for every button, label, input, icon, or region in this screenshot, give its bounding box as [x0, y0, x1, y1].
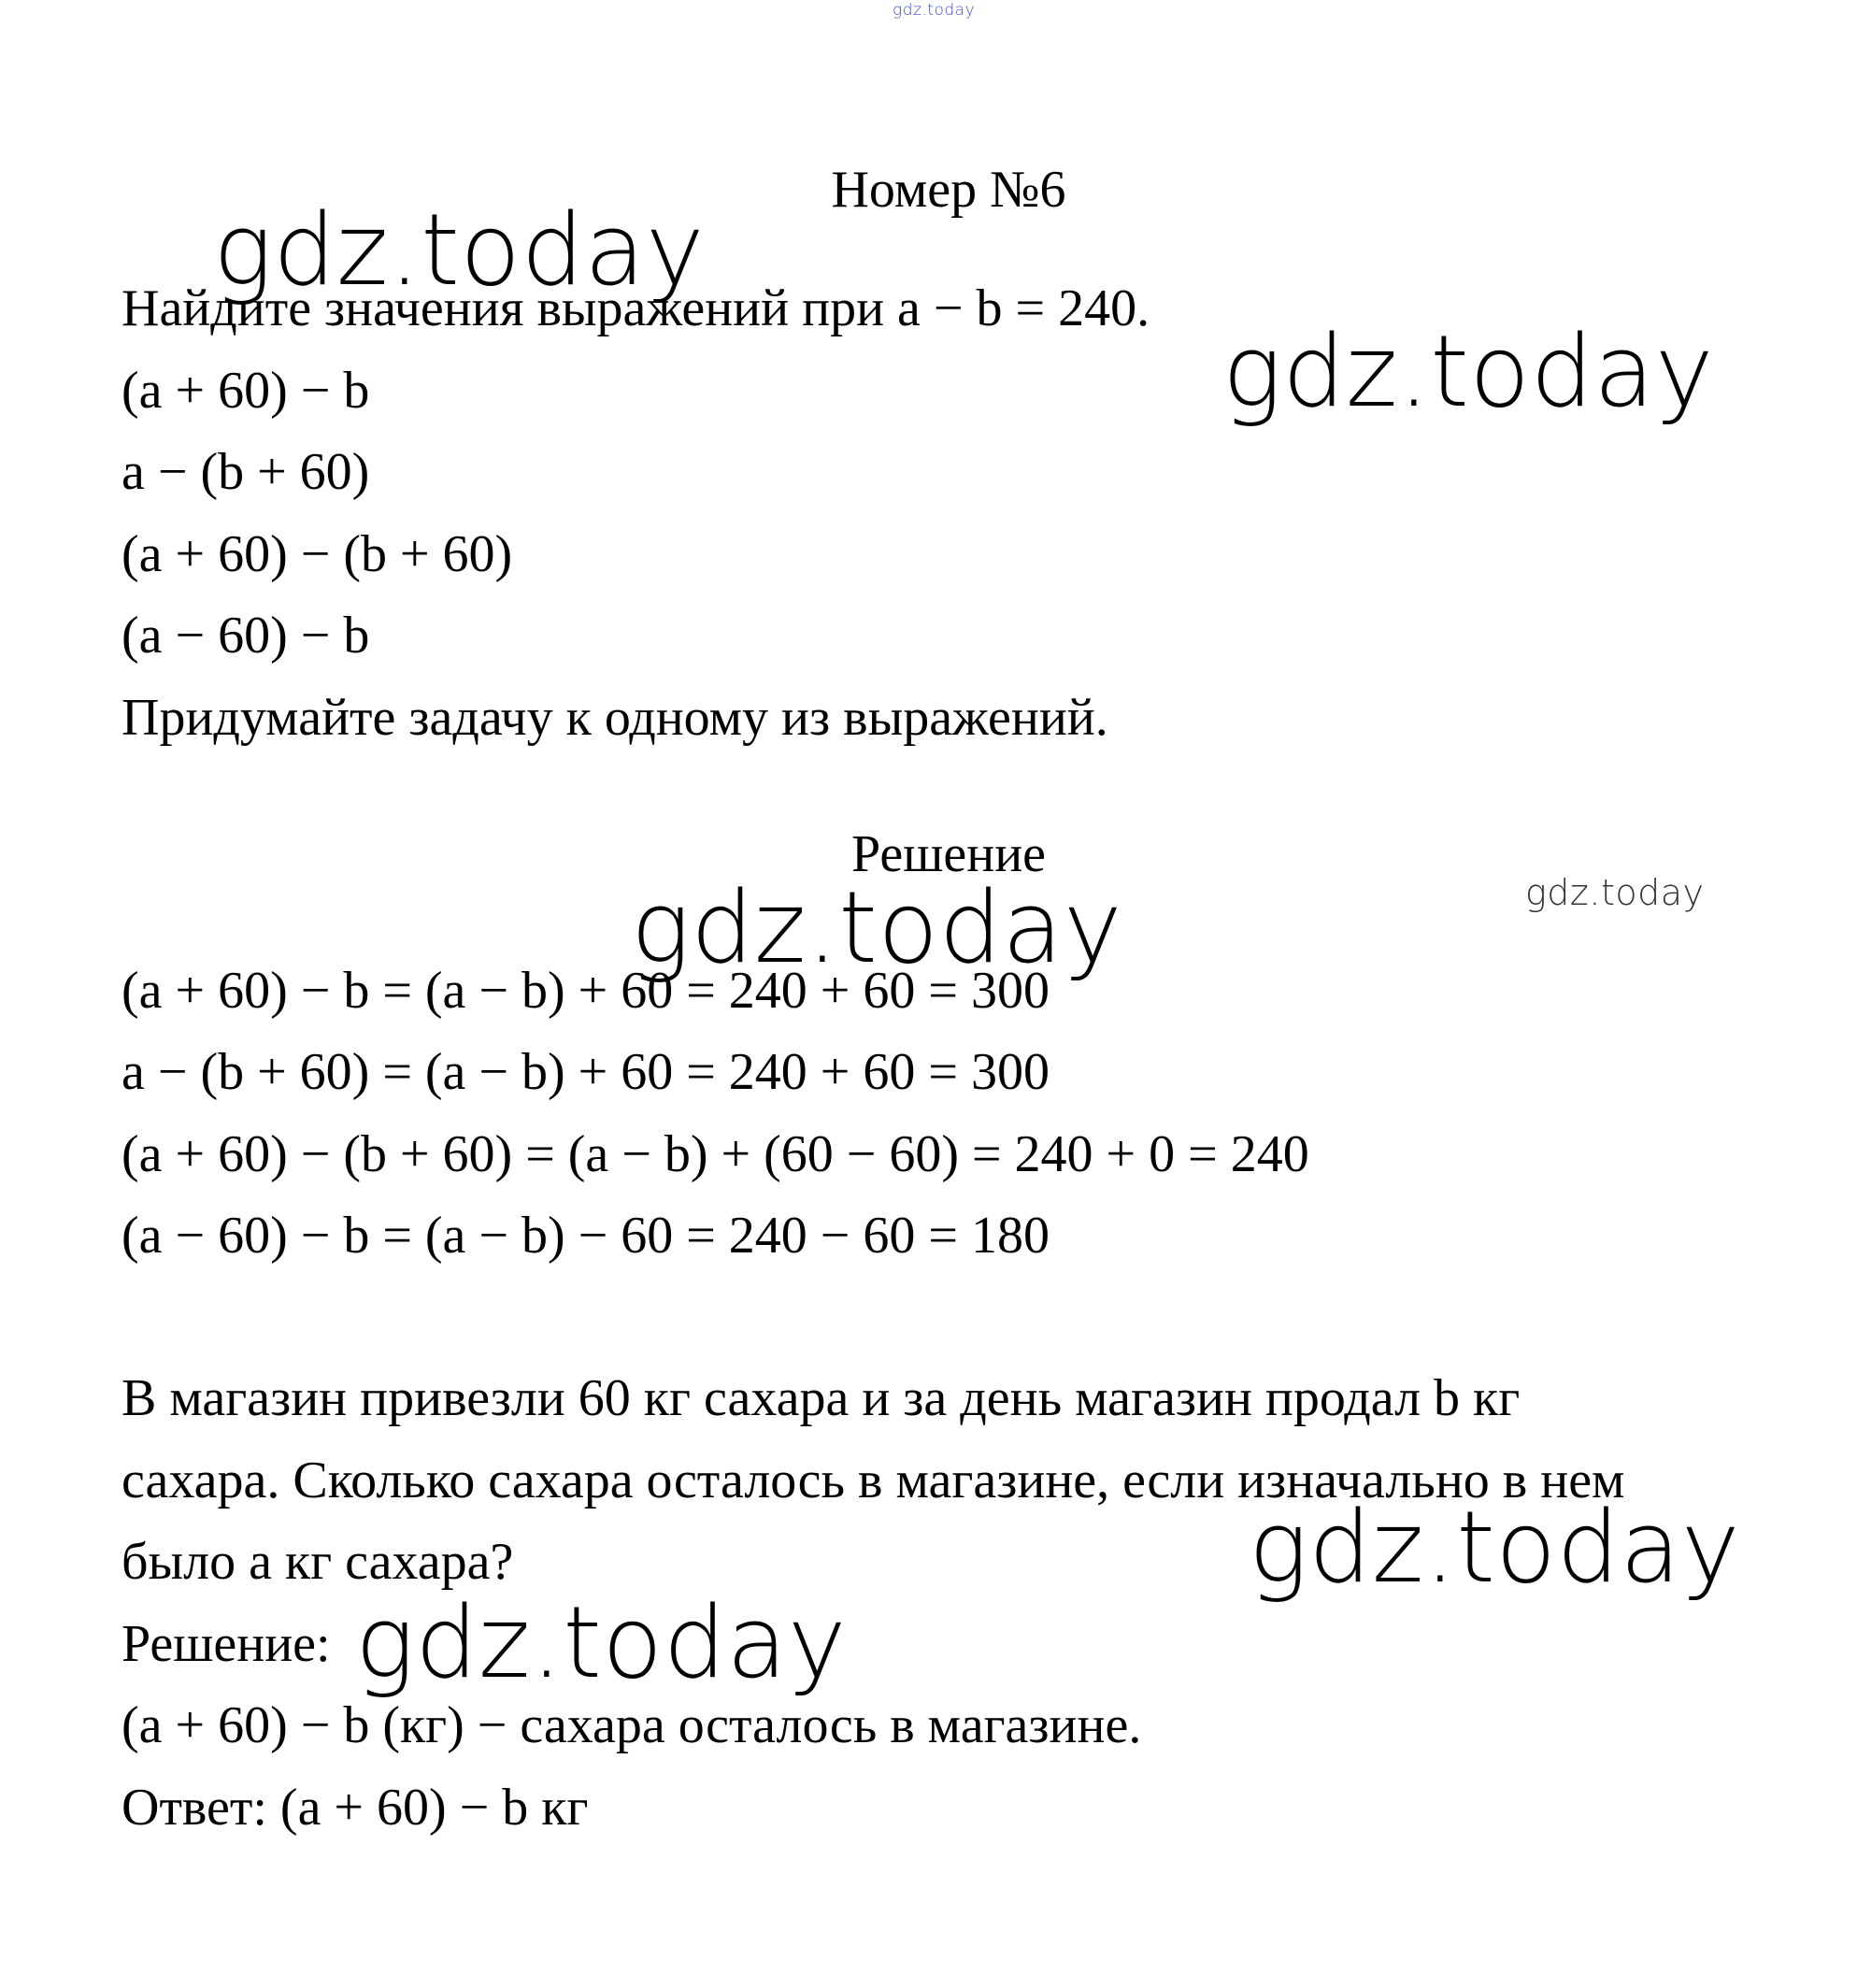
- solution-step-2: a − (b + 60) = (a − b) + 60 = 240 + 60 = 300: [121, 1043, 1050, 1101]
- watermark-small: gdz.today: [1525, 872, 1705, 913]
- word-problem-line-1: В магазин привезли 60 кг сахара и за день магазин продал b кг: [121, 1369, 1521, 1427]
- expression-4: (a − 60) − b: [121, 607, 370, 665]
- problem-title: Номер №6: [831, 161, 1066, 219]
- expression-2: a − (b + 60): [121, 443, 370, 501]
- top-watermark: gdz.today: [893, 1, 976, 20]
- watermark-3: gdz.today: [631, 870, 1123, 985]
- expression-1: (a + 60) − b: [121, 362, 370, 420]
- watermark-5: gdz.today: [355, 1585, 848, 1700]
- problem-statement: Найдите значения выражений при a − b = 240.: [121, 279, 1150, 337]
- watermark-1: gdz.today: [213, 193, 706, 307]
- solution-step-1: (a + 60) − b = (a − b) + 60 = 240 + 60 = 300: [121, 962, 1050, 1020]
- solution-step-4: (a − 60) − b = (a − b) − 60 = 240 − 60 = 180: [121, 1207, 1050, 1265]
- watermark-2: gdz.today: [1222, 314, 1715, 429]
- solution-heading: Решение: [850, 825, 1047, 883]
- answer-line: Ответ: (a + 60) − b кг: [121, 1779, 589, 1837]
- solution-step-3: (a + 60) − (b + 60) = (a − b) + (60 − 60) = 240 + 0 = 240: [121, 1125, 1309, 1183]
- watermark-4: gdz.today: [1249, 1490, 1741, 1605]
- word-problem-line-2: сахара. Сколько сахара осталось в магазине, если изначально в нем: [121, 1452, 1625, 1509]
- solution-label: Решение:: [121, 1615, 331, 1673]
- expression-3: (a + 60) − (b + 60): [121, 525, 513, 583]
- solution-line: (a + 60) − b (кг) − сахара осталось в магазине.: [121, 1696, 1142, 1754]
- word-problem-line-3: было a кг сахара?: [121, 1533, 514, 1591]
- task-text: Придумайте задачу к одному из выражений.: [121, 689, 1108, 747]
